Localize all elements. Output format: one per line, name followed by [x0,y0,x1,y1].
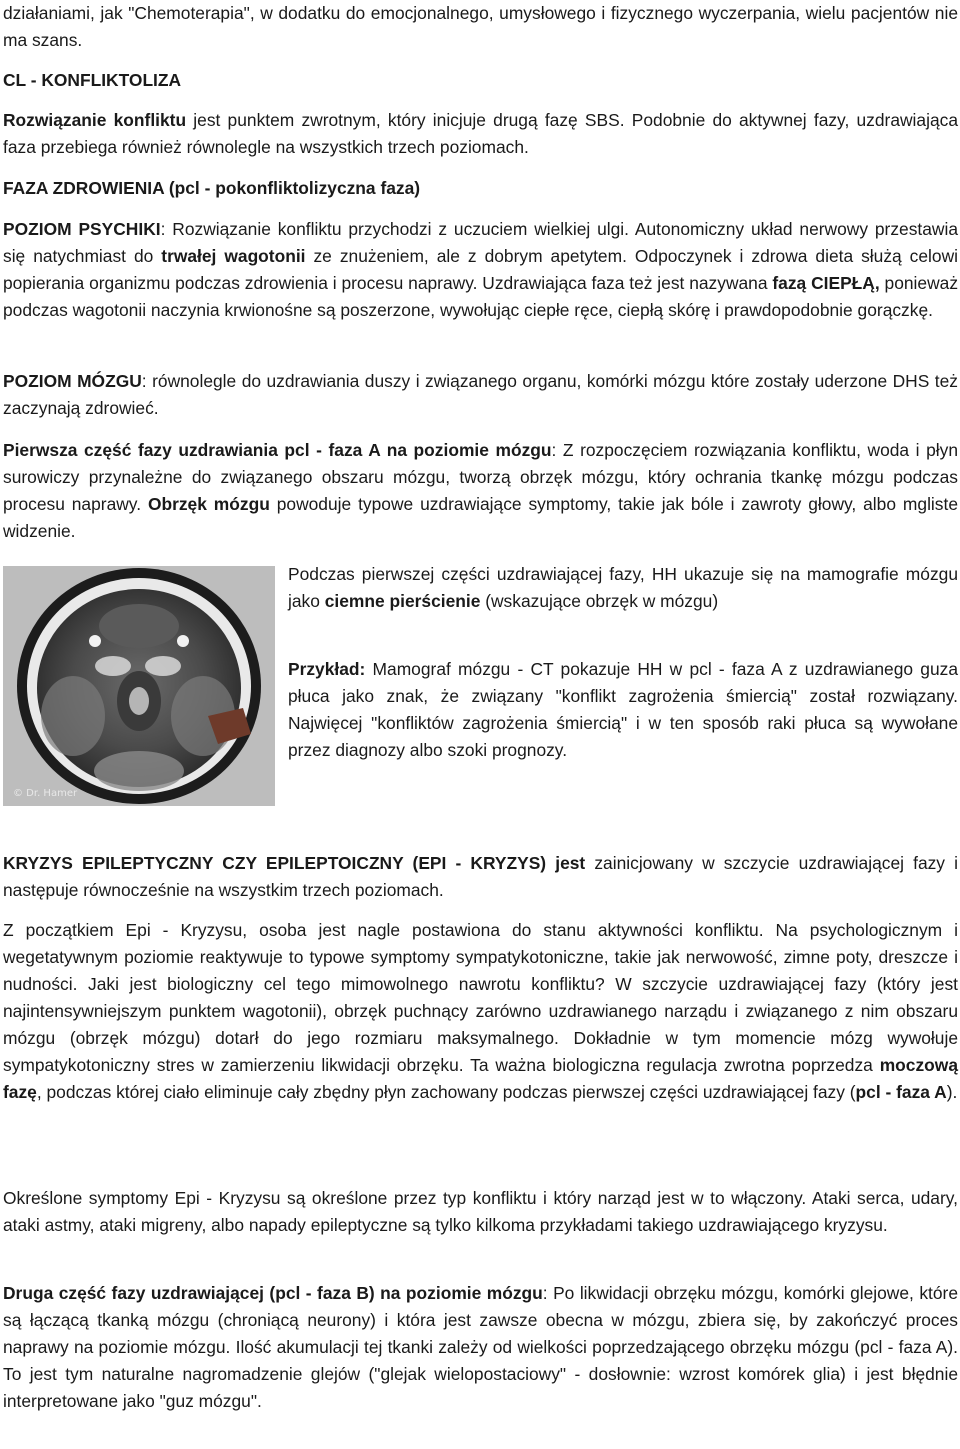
paragraph-konfliktoliza [3,107,958,161]
bold-term: Rozwiązanie konfliktu [3,110,187,130]
bold-term: POZIOM PSYCHIKI [3,219,161,239]
ct-scan-illustration [3,566,275,806]
bold-term: pcl - faza A [855,1082,947,1102]
watermark: © Dr. Hamer [13,788,78,799]
paragraph-text: ). [946,1082,958,1102]
paragraph-text: : Po likwidacji obrzęku mózgu, komórki glejowe, które są łączącą tkanką mózgu (chroniącą neurony) i która jest zawsze obecna w mózgu, zbiera się, by zakończyć proces naprawy na poziomie mózgu. Ilość akumulacji tej tkanki zależy od wielkości poprzedzającego obrzęku mózgu (pcl - faza A). To jest tym naturalne nagromadzenie glejów ("glejak wielopostaciowy" - dosłownie: wzrost komórek glia) i jest błędnie interpretowane jako "guz mózgu". [3,1283,958,1411]
intro-paragraph: działaniami, jak "Chemoterapia", w dodatku do emocjonalnego, umysłowego i fizycznego wyczerpania, wielu pacjentów nie ma szans. [3,3,958,50]
bold-term: Druga część fazy uzdrawiającej (pcl - faza B) na poziomie mózgu [3,1283,543,1303]
bold-term: KRYZYS EPILEPTYCZNY CZY EPILEPTOICZNY (EPI - KRYZYS) jest [3,853,586,873]
paragraph-kryzys [3,850,958,904]
bold-term: Pierwsza część fazy uzdrawiania pcl - faza A na poziomie mózgu [3,440,552,460]
bold-term: Obrzęk mózgu [147,494,270,514]
paragraph-text: Podczas pierwszej części uzdrawiającej fazy, HH ukazuje się na mamografie mózgu jako [288,564,958,611]
paragraph-text: powoduje typowe uzdrawiające symptomy, takie jak bóle i zawroty głowy, albo mgliste widzenie. [3,494,958,541]
paragraph-text: jest punktem zwrotnym, który inicjuje drugą fazę SBS. Podobnie do aktywnej fazy, uzdrawiająca faza przebiega również równolegle na wszystkich trzech poziomach. [3,110,958,157]
heading-faza-zdrowienia: FAZA ZDROWIENIA (pcl - pokonfliktolizyczna faza) [3,178,421,198]
paragraph-text: Z początkiem Epi - Kryzysu, osoba jest nagle postawiona do stanu aktywności konfliktu. Na psychologicznym i wegetatywnym poziomie reaktywuje to typowe symptomy sympatykotoniczne, takie jak nerwowość, zimne poty, dreszcze i nudności. Jaki jest biologiczny cel tego mimowolnego nawrotu konfliktu? W szczycie uzdrawiającej fazy (który jest najintensywniejszym punktem wagotonii), obrzęk puchnący zarówno uzdrawianego narządu i związanego z nim obszaru mózgu (obrzęk mózgu) dotarł do jego rozmiaru maksymalnego. Dokładnie w tym momencie mózg wywołuje sympatykotoniczny stres w zamierzeniu likwidacji obrzęku. Ta ważna biologiczna regulacja zwrotna poprzedza [3,920,958,1075]
paragraph-text: : Z rozpoczęciem rozwiązania konfliktu, woda i płyn surowiczy przynależne do związanego obszaru mózgu, tworzą obrzęk mózgu, który ochrania tkankę mózgu podczas procesu naprawy. [3,440,958,514]
paragraph-poziom-psychiki [3,216,958,324]
paragraph-text: , podczas której ciało eliminuje cały zbędny płyn zachowany podczas pierwszej części uzdrawiającej fazy ( [36,1082,856,1102]
bold-term: POZIOM MÓZGU [3,371,142,391]
paragraph-text: : Rozwiązanie konfliktu przychodzi z uczuciem wielkiej ulgi. Autonomiczny układ nerwowy przestawia się natychmiast do [3,219,958,266]
bold-term: trwałej wagotonii [161,246,306,266]
paragraph-text: ze znużeniem, ale z dobrym apetytem. Odpoczynek i zdrowa dieta służą celowi popierania organizmu podczas zdrowienia i procesu naprawy. Uzdrawiająca faza też jest nazywana [3,246,958,293]
paragraph-text: Mamograf mózgu - CT pokazuje HH w pcl - faza A z uzdrawianego guza płuca jako znak, że związany "konflikt zagrożenia śmiercią" został rozwiązany. Najwięcej "konfliktów zagrożenia śmiercią" i w ten sposób raki płuca są wywołane przez diagnozy albo szoki prognozy. [288,659,958,760]
paragraph-symptomy: Określone symptomy Epi - Kryzysu są określone przez typ konfliktu i który narząd jest w to włączony. Ataki serca, udary, ataki astmy, ataki migreny, albo napady epileptyczne są tylko kilkoma przykładami takiego uzdrawiającego kryzysu. [3,1188,958,1235]
paragraph-text: (wskazujące obrzęk w mózgu) [480,591,719,611]
brain-ct-image [3,566,275,806]
paragraph-text: : równolegle do uzdrawiania duszy i związanego organu, komórki mózgu które zostały uderzone DHS też zaczynają zdrowieć. [3,371,958,418]
bold-term: Przykład: [288,659,366,679]
paragraph-faza-b [3,1280,958,1415]
paragraph-poziom-mozgu [3,368,958,422]
heading-cl: CL - KONFLIKTOLIZA [3,70,182,90]
bold-term: fazą CIEPŁĄ, [772,273,880,293]
paragraph-text: zainicjowany w szczycie uzdrawiającej fazy i następuje równocześnie na wszystkim trzech poziomach. [3,853,959,900]
figure-caption-paragraph [288,561,958,615]
paragraph-text: ponieważ podczas wagotonii naczynia krwionośne są poszerzone, wywołując ciepłe ręce, ciepłą skórę i prawdopodobnie gorączkę. [3,273,959,320]
paragraph-faza-a [3,437,958,545]
bold-term: ciemne pierścienie [324,591,481,611]
paragraph-epi-kryzys [3,917,958,1106]
bold-term: moczową fazę [3,1055,958,1102]
example-paragraph [288,656,958,764]
